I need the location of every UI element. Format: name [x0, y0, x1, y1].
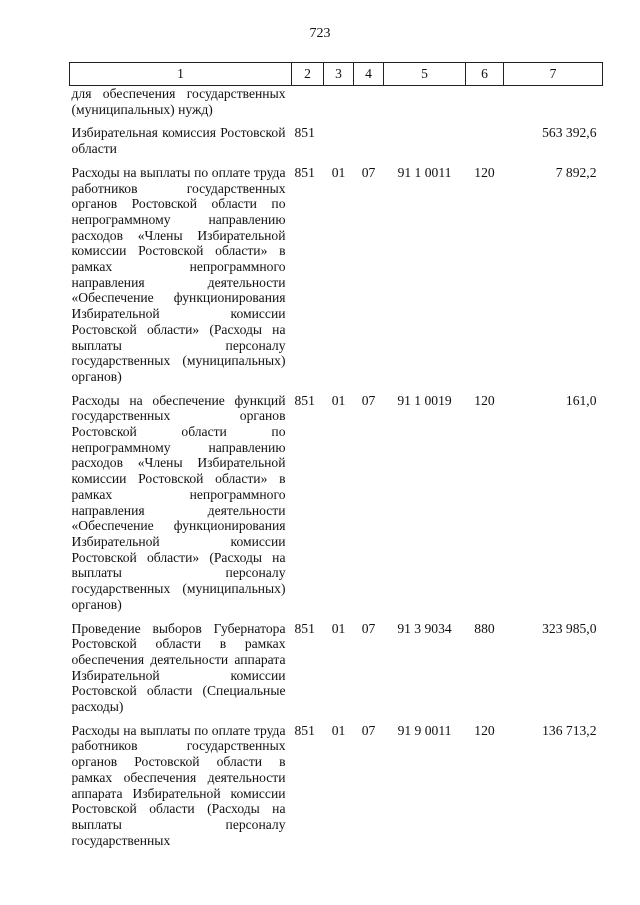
- table-header-row: [70, 63, 603, 86]
- row-section: 01: [331, 392, 346, 408]
- row-expense-type: 120: [474, 392, 495, 408]
- row-target-article: 91 1 0011: [397, 164, 452, 180]
- col-header-2: 2: [292, 63, 324, 86]
- row-target-article: 91 1 0019: [397, 392, 452, 408]
- row-description: Избирательная комиссия Ростовской области: [71, 125, 286, 157]
- table-row: [70, 723, 603, 857]
- col-header-4: 4: [354, 63, 384, 86]
- row-section: 01: [331, 722, 346, 738]
- row-subsection: [354, 125, 384, 164]
- row-target-article: [384, 125, 466, 164]
- row-target-article: [384, 86, 466, 126]
- row-subsection: 07: [361, 164, 376, 180]
- row-ministry-code: 851: [294, 722, 315, 738]
- row-expense-type: 120: [474, 164, 495, 180]
- row-amount: [504, 86, 603, 126]
- row-ministry-code: 851: [294, 125, 315, 141]
- table-row: [70, 621, 603, 723]
- col-header-6: 6: [466, 63, 504, 86]
- row-amount: 7 892,2: [555, 164, 597, 180]
- row-target-article: 91 3 9034: [397, 620, 452, 636]
- row-section: [324, 86, 354, 126]
- col-header-1: 1: [70, 63, 292, 86]
- row-amount: 323 985,0: [542, 620, 597, 636]
- table-row: [70, 165, 603, 393]
- page-number: 723: [309, 26, 331, 41]
- row-expense-type: 880: [474, 620, 495, 636]
- row-ministry-code: 851: [294, 620, 315, 636]
- row-expense-type: 120: [474, 722, 495, 738]
- row-description: Расходы на обеспечение функций государственных органов Ростовской области по непрограммному направлению расходов «Члены Избирательной комиссии Ростовской области» в рамках непрограммного направления деятельности «Обеспечение функционирования Избирательной комиссии Ростовской области» (Расходы на выплаты персоналу государственных (муниципальных) органов): [71, 392, 286, 612]
- row-target-article: 91 9 0011: [397, 722, 452, 738]
- col-header-5: 5: [384, 63, 466, 86]
- row-section: [324, 125, 354, 164]
- row-subsection: 07: [361, 722, 376, 738]
- row-description: Расходы на выплаты по оплате труда работников государственных органов Ростовской области в рамках обеспечения деятельности аппарата Избирательной комиссии Ростовской области (Расходы на выплаты персоналу государственных: [71, 722, 286, 848]
- row-amount: 161,0: [565, 392, 597, 408]
- row-ministry-code: 851: [294, 392, 315, 408]
- row-section: 01: [331, 620, 346, 636]
- row-subsection: [354, 86, 384, 126]
- table-row: [70, 393, 603, 621]
- row-amount: 136 713,2: [542, 722, 597, 738]
- col-header-3: 3: [324, 63, 354, 86]
- row-description: для обеспечения государственных (муниципальных) нужд): [71, 86, 286, 117]
- col-header-7: 7: [504, 63, 603, 86]
- row-expense-type: [466, 125, 504, 164]
- row-ministry-code: 851: [294, 164, 315, 180]
- table-row: [70, 86, 603, 126]
- table-row: [70, 125, 603, 164]
- row-ministry-code: [292, 86, 324, 126]
- row-subsection: 07: [361, 392, 376, 408]
- row-amount: 563 392,6: [542, 125, 597, 141]
- row-expense-type: [466, 86, 504, 126]
- budget-table: [69, 62, 603, 856]
- row-section: 01: [331, 164, 346, 180]
- row-description: Проведение выборов Губернатора Ростовской области в рамках обеспечения деятельности аппарата Избирательной комиссии Ростовской области (Специальные расходы): [71, 620, 286, 715]
- row-description: Расходы на выплаты по оплате труда работников государственных органов Ростовской области по непрограммному направлению расходов «Члены Избирательной комиссии Ростовской области» в рамках непрограммного направления деятельности «Обеспечение функционирования Избирательной комиссии Ростовской области» (Расходы на выплаты персоналу государственных (муниципальных) органов): [71, 164, 286, 384]
- row-subsection: 07: [361, 620, 376, 636]
